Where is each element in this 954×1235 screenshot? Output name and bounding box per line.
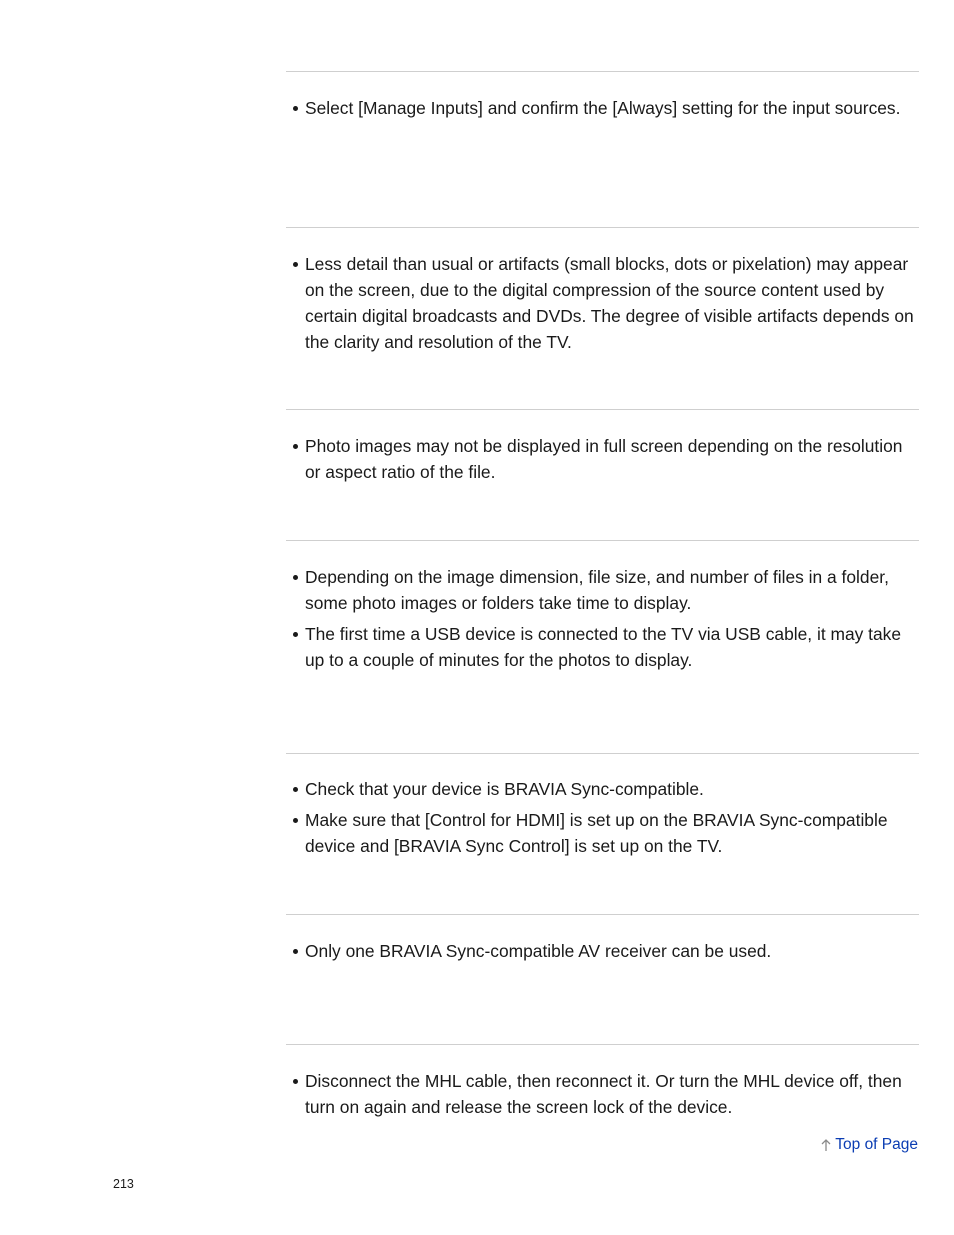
bullet-icon [293, 262, 298, 267]
bullet-list [286, 1068, 919, 1125]
bullet-list [286, 776, 919, 864]
arrow-up-icon [820, 1138, 832, 1152]
list-item [286, 776, 919, 802]
bullet-text: Make sure that [Control for HDMI] is set up on the BRAVIA Sync-compatible device and [BRAVIA Sync Control] is set up on the TV. [305, 810, 888, 856]
bullet-list [286, 938, 919, 969]
list-item [286, 807, 919, 859]
section-picture-artifacts [286, 227, 919, 352]
bullet-icon [293, 787, 298, 792]
bullet-text: Photo images may not be displayed in full screen depending on the resolution or aspect ratio of the file. [305, 436, 903, 482]
bullet-icon [293, 632, 298, 637]
list-item [286, 433, 919, 485]
bullet-text: Only one BRAVIA Sync-compatible AV receiver can be used. [305, 941, 772, 961]
list-item [286, 95, 919, 121]
top-of-page-link[interactable] [820, 1136, 918, 1154]
list-item [286, 621, 919, 673]
list-item [286, 564, 919, 616]
bullet-text: Select [Manage Inputs] and confirm the [Always] setting for the input sources. [305, 98, 901, 118]
bullet-icon [293, 106, 298, 111]
section-manage-inputs [286, 71, 919, 118]
top-of-page-label: Top of Page [835, 1136, 918, 1153]
section-photo-full-screen [286, 409, 919, 482]
list-item [286, 1068, 919, 1120]
section-mhl [286, 1044, 919, 1117]
bullet-text: Depending on the image dimension, file size, and number of files in a folder, some photo images or folders take time to display. [305, 567, 889, 613]
bullet-list [286, 95, 919, 126]
section-bravia-sync [286, 753, 919, 856]
bullet-text: Disconnect the MHL cable, then reconnect it. Or turn the MHL device off, then turn on again and release the screen lock of the device. [305, 1071, 902, 1117]
bullet-icon [293, 575, 298, 580]
bullet-icon [293, 818, 298, 823]
bullet-list [286, 564, 919, 678]
section-photo-display-time [286, 540, 919, 670]
page-number: 213 [113, 1177, 134, 1191]
section-av-receiver [286, 914, 919, 961]
bullet-text: Check that your device is BRAVIA Sync-compatible. [305, 779, 704, 799]
bullet-icon [293, 949, 298, 954]
bullet-text: The first time a USB device is connected to the TV via USB cable, it may take up to a couple of minutes for the photos to display. [305, 624, 902, 670]
bullet-list [286, 433, 919, 490]
list-item [286, 251, 919, 355]
bullet-text: Less detail than usual or artifacts (small blocks, dots or pixelation) may appear on the screen, due to the digital compression of the source content used by certain digital broadcasts and DVDs. The degree of visible artifacts depends on the clarity and resolution of the TV. [305, 254, 914, 352]
bullet-list [286, 251, 919, 360]
bullet-icon [293, 1079, 298, 1084]
list-item [286, 938, 919, 964]
bullet-icon [293, 444, 298, 449]
